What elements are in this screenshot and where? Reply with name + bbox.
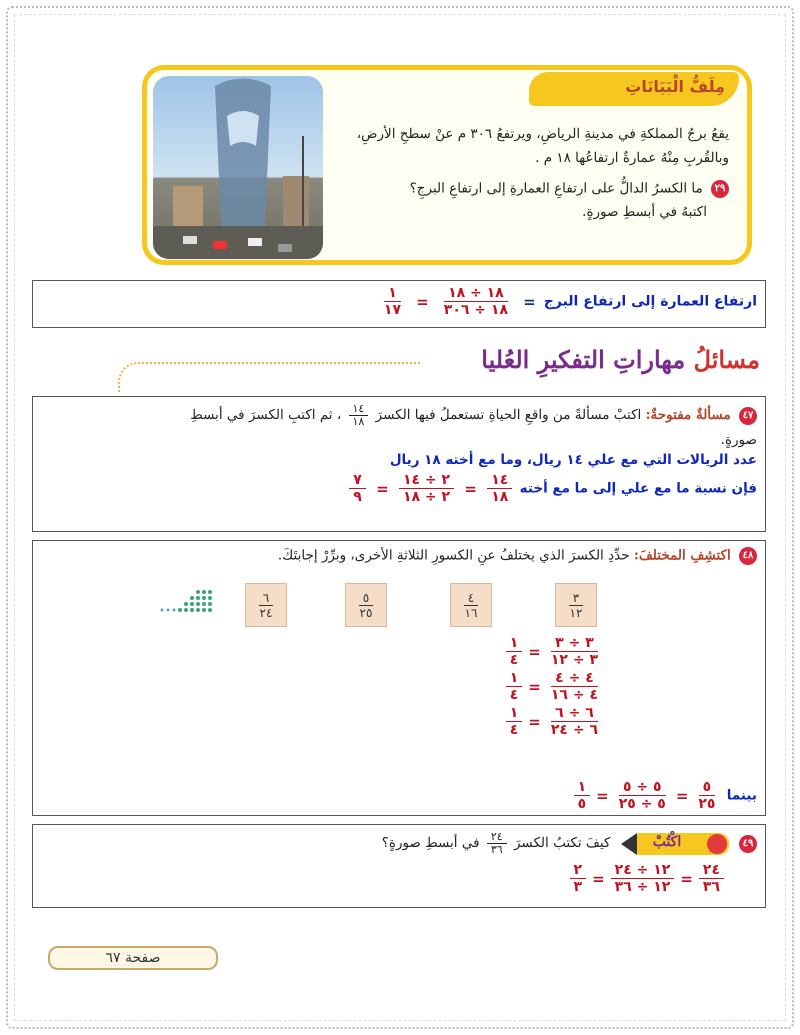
denominator: ٣٦ xyxy=(490,843,503,856)
question-number: ٤٨ xyxy=(739,547,757,565)
fraction xyxy=(440,285,512,318)
numerator: ١ xyxy=(506,705,523,722)
fraction xyxy=(487,472,512,505)
numerator: ٣ xyxy=(569,591,583,606)
fraction xyxy=(574,779,591,812)
denominator: ٤ xyxy=(509,687,519,703)
answer-47-line-1: عدد الريالات التي مع علي ١٤ ريال، وما مع أخته ١٨ ريال xyxy=(389,452,757,468)
denominator: ٤ xyxy=(509,652,519,668)
answer-48-work xyxy=(503,635,605,740)
fraction xyxy=(506,705,523,738)
numerator: ٢ xyxy=(570,862,587,879)
answer-48-row: $\frac{٣ \div ٣}{٣ \div ١٢}$ = $\frac{١}{٤}$ xyxy=(503,635,605,668)
denominator: ٢ ÷ ١٨ xyxy=(402,489,451,505)
fraction xyxy=(547,670,602,703)
numerator: ٢٤ xyxy=(699,862,724,879)
denominator: ١٦ xyxy=(464,605,478,620)
question-text: حدِّدِ الكسرَ الذي يختلفُ عنِ الكسورِ الثلاثةِ الأخرى، وبرِّرْ إجابتَكَ. xyxy=(277,547,630,564)
numerator: ١ xyxy=(506,670,523,687)
answer-48-row: $\frac{٦ \div ٦}{٦ \div ٢٤}$ = $\frac{١}{٤}$ xyxy=(503,705,605,738)
numerator: ٣ ÷ ٣ xyxy=(551,635,598,652)
decorative-dotted-line xyxy=(150,362,420,364)
numerator: ١٤ xyxy=(487,472,512,489)
numerator: ١ xyxy=(574,779,591,796)
numerator: ١ xyxy=(384,285,401,302)
fraction-tile xyxy=(450,583,492,627)
denominator: ١٢ ÷ ٣٦ xyxy=(614,879,671,895)
fraction-tile xyxy=(245,583,287,627)
denominator: ٢٥ xyxy=(359,605,373,620)
denominator: ١٨ xyxy=(352,415,365,428)
answer-48-last: بينما $\frac{٥}{٢٥}$ = $\frac{٥ \div ٥}{٥ \div ٢٥}$ = $\frac{١}{٥}$ xyxy=(571,779,757,812)
question-number: ٤٩ xyxy=(739,835,757,853)
denominator: ١٢ xyxy=(569,605,583,620)
question-text: في أبسطِ صورةٍ؟ xyxy=(381,835,480,851)
denominator: ٢٥ xyxy=(698,796,716,812)
card-line-1: يقعُ برجُ المملكةِ في مدينةِ الرياضِ، ويرتفعُ ٣٠٦ م عنْ سطحِ الأرضِ، xyxy=(356,126,729,142)
equals-sign: = xyxy=(523,292,536,311)
denominator: ٦ ÷ ٢٤ xyxy=(550,722,598,738)
denominator: ٤ xyxy=(509,722,519,738)
numerator: ١٢ ÷ ٢٤ xyxy=(611,862,675,879)
question-48-box xyxy=(32,540,766,816)
answer-29-box xyxy=(32,280,766,328)
denominator: ٣ xyxy=(573,879,583,895)
fraction xyxy=(615,779,670,812)
fraction xyxy=(380,285,405,318)
numerator: ١ xyxy=(506,635,523,652)
answer-47-text: فإن نسبة ما مع علي إلى ما مع أخته xyxy=(519,480,757,497)
answer-48-row: $\frac{٤ \div ٤}{٤ \div ١٦}$ = $\frac{١}{٤}$ xyxy=(503,670,605,703)
denominator: ١٨ ÷ ٣٠٦ xyxy=(443,302,508,318)
data-file-card xyxy=(142,65,752,265)
card-line-2: وبالقُربِ مِنْهُ عمارةٌ ارتفاعُها ١٨ م . xyxy=(535,150,729,166)
numerator: ٥ xyxy=(359,591,373,606)
question-49-line xyxy=(41,831,757,856)
numerator: ٥ ÷ ٥ xyxy=(619,779,666,796)
section-title-text: مهاراتِ التفكيرِ العُليا xyxy=(481,345,686,374)
numerator: ١٤ xyxy=(349,403,369,416)
fraction-tile xyxy=(555,583,597,627)
section-title-accent: مسائلُ xyxy=(693,345,760,374)
fraction xyxy=(570,862,587,895)
denominator: ٩ xyxy=(353,489,362,505)
fraction xyxy=(699,862,724,895)
fraction xyxy=(547,705,602,738)
question-number: ٤٧ xyxy=(739,407,757,425)
pencil-icon xyxy=(621,833,731,855)
numerator: ١٨ ÷ ١٨ xyxy=(444,285,508,302)
fraction xyxy=(349,472,366,505)
write-badge-label: اكْتُبْ xyxy=(652,833,682,850)
fraction xyxy=(487,831,507,856)
card-title: مِلَفُّ الْبَيَانَاتِ xyxy=(625,77,725,96)
answer-49: $\frac{٢٤}{٣٦}$ = $\frac{١٢ \div ٢٤}{١٢ \div ٣٦}$ = $\frac{٢}{٣}$ xyxy=(41,862,727,895)
denominator: ١٧ xyxy=(383,302,402,318)
numerator: ٧ xyxy=(349,472,366,489)
denominator: ٣٦ xyxy=(702,879,720,895)
denominator: ٥ ÷ ٢٥ xyxy=(618,796,666,812)
fraction xyxy=(399,472,454,505)
question-29-text: ما الكسرُ الدالُّ على ارتفاعِ العمارةِ إلى ارتفاعِ البرجِ؟ xyxy=(409,180,703,197)
denominator: ٢٤ xyxy=(259,605,273,620)
answer-47-line-2: فإن نسبة ما مع علي إلى ما مع أخته $\frac{١٤}{١٨}$ = $\frac{٢ \div ١٤}{٢ \div ١٨}$ = $\frac{٧}{٩}$ xyxy=(41,472,757,505)
question-text-cont: صورةٍ. xyxy=(720,432,757,448)
numerator: ٢٤ xyxy=(487,831,507,844)
question-text: كيفَ تكتبُ الكسرَ xyxy=(513,835,611,851)
question-text: اكتبْ مسألةً من واقعِ الحياةِ تستعملُ فيها الكسرَ xyxy=(375,407,642,423)
numerator: ٦ xyxy=(259,591,273,606)
fraction xyxy=(506,670,523,703)
equals-sign: = xyxy=(416,292,429,311)
question-text: ، ثم اكتبِ الكسرَ في أبسطِ xyxy=(190,407,342,423)
answer-29-label: ارتفاع العمارة إلى ارتفاع البرج xyxy=(543,293,757,310)
fraction xyxy=(349,403,369,428)
numerator: ٦ ÷ ٦ xyxy=(551,705,598,722)
while-label: بينما xyxy=(726,787,757,804)
question-29-line-2: اكتبهُ في أبسطِ صورةٍ. xyxy=(582,204,707,220)
question-head: اكتشِفِ المختلفَ: xyxy=(633,547,731,564)
ministry-logo-icon xyxy=(160,588,216,618)
denominator: ٣ ÷ ١٢ xyxy=(550,652,598,668)
fraction xyxy=(611,862,675,895)
numerator: ٥ xyxy=(699,779,716,796)
fraction xyxy=(694,779,719,812)
question-number: ٢٩ xyxy=(711,180,729,198)
page-number: صفحة ٦٧ xyxy=(48,946,218,970)
fraction-tile xyxy=(345,583,387,627)
question-head: مسألةٌ مفتوحةٌ: xyxy=(645,407,731,423)
denominator: ١٨ xyxy=(491,489,509,505)
numerator: ٢ ÷ ١٤ xyxy=(399,472,454,489)
fraction xyxy=(506,635,523,668)
kingdom-tower-photo xyxy=(153,76,323,259)
numerator: ٤ ÷ ٤ xyxy=(551,670,598,687)
numerator: ٤ xyxy=(464,591,478,606)
question-49-box xyxy=(32,824,766,908)
denominator: ٤ ÷ ١٦ xyxy=(550,687,598,703)
fraction xyxy=(547,635,602,668)
denominator: ٥ xyxy=(577,796,587,812)
question-47-box xyxy=(32,396,766,532)
question-29 xyxy=(309,180,729,198)
section-title xyxy=(481,345,760,374)
